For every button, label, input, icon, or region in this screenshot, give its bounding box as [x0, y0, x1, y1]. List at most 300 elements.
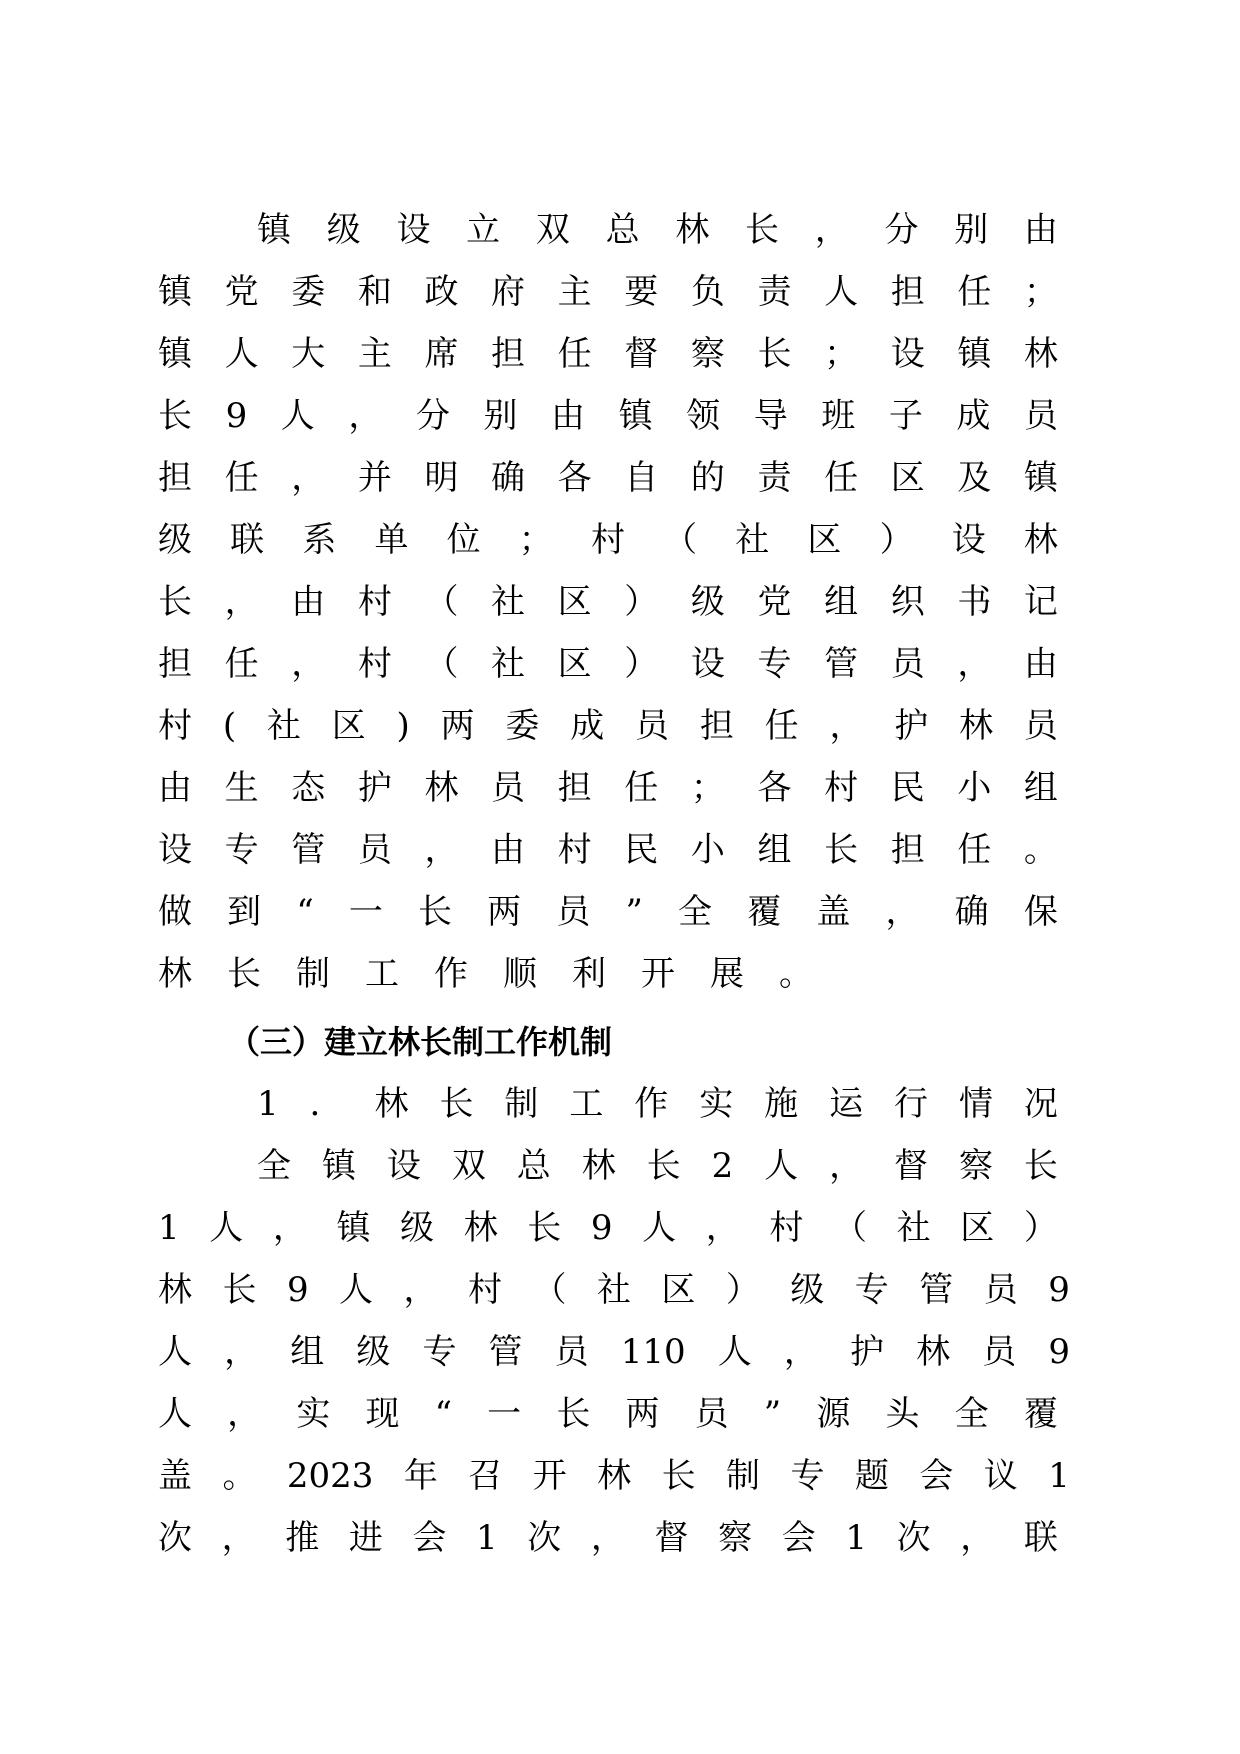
glyph: 镇: [336, 1208, 371, 1248]
glyph: 督: [624, 334, 659, 374]
glyph: 责: [757, 458, 792, 498]
glyph: 担: [699, 706, 734, 746]
paragraph-line: [158, 516, 1058, 564]
glyph: 任: [224, 458, 259, 498]
glyph: ): [396, 706, 410, 746]
glyph: 区: [331, 706, 366, 746]
glyph: ，: [224, 582, 259, 622]
glyph: 担: [557, 768, 592, 808]
glyph: 区: [661, 1270, 696, 1310]
glyph: 任: [224, 644, 259, 684]
glyph: 人: [224, 334, 259, 374]
glyph: 员: [556, 892, 591, 932]
glyph: 各: [757, 768, 792, 808]
paragraph-line: [158, 1266, 1070, 1314]
glyph: 委: [505, 706, 540, 746]
glyph: 镇: [957, 334, 992, 374]
glyph: 9: [1048, 1332, 1070, 1372]
glyph: 两: [625, 1394, 660, 1434]
glyph: 。: [1023, 830, 1058, 870]
glyph: ，: [272, 1208, 307, 1248]
glyph: ，: [960, 1518, 995, 1558]
glyph: 村: [824, 768, 859, 808]
glyph: 管: [824, 644, 859, 684]
glyph: 长: [158, 396, 192, 436]
glyph: 镇: [158, 334, 192, 374]
glyph: 2: [711, 1146, 734, 1186]
glyph: 作: [434, 954, 468, 994]
glyph: 员: [1023, 396, 1058, 436]
glyph: 小: [957, 768, 992, 808]
glyph: ，: [227, 1394, 262, 1434]
glyph: 员: [491, 768, 526, 808]
glyph: 题: [854, 1456, 889, 1496]
glyph: 人: [158, 1332, 192, 1372]
glyph: 联: [1023, 1518, 1058, 1558]
glyph: 自: [624, 458, 659, 498]
glyph: 设: [890, 334, 925, 374]
glyph: ）: [879, 520, 914, 560]
glyph: 长: [661, 1456, 696, 1496]
glyph: 设: [158, 830, 192, 870]
glyph: 林: [597, 1456, 632, 1496]
glyph: 大: [291, 334, 326, 374]
glyph: 态: [291, 768, 326, 808]
glyph: 工: [569, 1084, 604, 1124]
glyph: 长: [646, 1146, 681, 1186]
glyph: 人: [717, 1332, 752, 1372]
glyph: 双: [451, 1146, 486, 1186]
glyph: 林: [916, 1332, 951, 1372]
glyph: 村: [590, 520, 625, 560]
glyph: 利: [572, 954, 606, 994]
glyph: 席: [424, 334, 459, 374]
glyph: 1: [1048, 1456, 1070, 1496]
glyph: 2023: [286, 1456, 374, 1496]
glyph: 任: [957, 272, 992, 312]
glyph: ，: [705, 1208, 740, 1248]
glyph: 级: [400, 1208, 435, 1248]
glyph: ，: [829, 1146, 864, 1186]
glyph: 。: [222, 1456, 257, 1496]
glyph: 由: [158, 768, 192, 808]
glyph: 林: [158, 1270, 192, 1310]
glyph: 进: [348, 1518, 383, 1558]
glyph: 主: [357, 334, 392, 374]
glyph: 村: [357, 582, 392, 622]
glyph: 林: [158, 954, 192, 994]
glyph: ”: [763, 1394, 782, 1434]
glyph: 担: [158, 644, 192, 684]
glyph: 导: [753, 396, 788, 436]
glyph: 级: [790, 1270, 825, 1310]
glyph: 察: [718, 1518, 753, 1558]
glyph: 员: [635, 706, 670, 746]
glyph: 区: [890, 458, 925, 498]
glyph: 府: [491, 272, 526, 312]
glyph: 员: [357, 830, 392, 870]
glyph: 到: [227, 892, 262, 932]
glyph: 开: [641, 954, 675, 994]
glyph: 专: [422, 1332, 457, 1372]
glyph: 长: [439, 1084, 474, 1124]
glyph: 责: [757, 272, 792, 312]
paragraph-line: [158, 640, 1058, 688]
glyph: 察: [690, 334, 725, 374]
glyph: 担: [491, 334, 526, 374]
glyph: 次: [158, 1518, 192, 1558]
glyph: 员: [1023, 706, 1058, 746]
paragraph-line: [158, 268, 1058, 316]
glyph: ．: [309, 1084, 344, 1124]
glyph: 1: [476, 1518, 498, 1558]
glyph: 及: [957, 458, 992, 498]
glyph: 会: [781, 1518, 816, 1558]
glyph: 工: [365, 954, 399, 994]
glyph: 位: [446, 520, 481, 560]
glyph: 覆: [747, 892, 782, 932]
glyph: 全: [678, 892, 713, 932]
glyph: 村: [467, 1270, 502, 1310]
glyph: 护: [357, 768, 392, 808]
glyph: 顺: [503, 954, 537, 994]
glyph: 次: [527, 1518, 562, 1558]
glyph: 镇: [257, 210, 291, 250]
glyph: ；: [518, 520, 553, 560]
glyph: ；: [690, 768, 725, 808]
glyph: 长: [527, 1208, 562, 1248]
glyph: 分: [884, 210, 919, 250]
glyph: ；: [824, 334, 859, 374]
glyph: 系: [302, 520, 337, 560]
glyph: 召: [468, 1456, 503, 1496]
glyph: 开: [532, 1456, 567, 1496]
glyph: 制: [296, 954, 330, 994]
glyph: “: [296, 892, 314, 932]
glyph: 村: [557, 830, 592, 870]
paragraph-line: [158, 454, 1058, 502]
glyph: 管: [291, 830, 326, 870]
glyph: ，: [221, 1518, 256, 1558]
glyph: ，: [829, 706, 864, 746]
glyph: 专: [790, 1456, 825, 1496]
glyph: 人: [339, 1270, 374, 1310]
glyph: ，: [590, 1518, 625, 1558]
glyph: 由: [291, 582, 326, 622]
glyph: 级: [356, 1332, 391, 1372]
subsection-heading: [257, 1080, 1058, 1128]
glyph: 管: [488, 1332, 523, 1372]
glyph: 单: [374, 520, 409, 560]
paragraph-line: [158, 1514, 1058, 1562]
glyph: 任: [764, 706, 799, 746]
glyph: 党: [224, 272, 259, 312]
glyph: 护: [894, 706, 929, 746]
glyph: ，: [403, 1270, 438, 1310]
glyph: 由: [1023, 210, 1058, 250]
glyph: 长: [418, 892, 453, 932]
glyph: 民: [890, 768, 925, 808]
paragraph-line: [158, 1328, 1070, 1376]
glyph: 人: [158, 1394, 192, 1434]
glyph: 9: [590, 1208, 613, 1248]
glyph: ，: [291, 458, 326, 498]
glyph: 会: [919, 1456, 954, 1496]
glyph: 书: [957, 582, 992, 622]
glyph: ，: [957, 644, 992, 684]
glyph: ”: [625, 892, 643, 932]
glyph: 区: [557, 582, 592, 622]
section-heading: （三）建立林长制工作机制: [228, 1023, 613, 1061]
glyph: 任: [957, 830, 992, 870]
glyph: ，: [224, 1332, 259, 1372]
glyph: 级: [158, 520, 192, 560]
paragraph-line: [158, 392, 1058, 440]
glyph: ，: [348, 396, 383, 436]
glyph: 总: [605, 210, 640, 250]
glyph: 林: [1023, 334, 1058, 374]
glyph: 全: [954, 1394, 989, 1434]
glyph: ）: [725, 1270, 760, 1310]
paragraph-line: [257, 206, 1058, 254]
glyph: 任: [624, 768, 659, 808]
glyph: 各: [557, 458, 592, 498]
glyph: 1: [257, 1084, 279, 1124]
glyph: 级: [690, 582, 725, 622]
glyph: 要: [624, 272, 659, 312]
paragraph-line: [158, 578, 1058, 626]
glyph: ，: [814, 210, 849, 250]
glyph: 社: [491, 644, 526, 684]
glyph: 运: [829, 1084, 864, 1124]
glyph: ）: [624, 582, 659, 622]
glyph: 制: [504, 1084, 539, 1124]
glyph: 展: [710, 954, 744, 994]
glyph: 行: [894, 1084, 929, 1124]
glyph: 组: [824, 582, 859, 622]
glyph: 级: [326, 210, 361, 250]
glyph: 小: [690, 830, 725, 870]
glyph: 联: [230, 520, 265, 560]
glyph: 领: [686, 396, 721, 436]
glyph: 担: [890, 272, 925, 312]
glyph: 况: [1023, 1084, 1058, 1124]
glyph: 长: [745, 210, 780, 250]
glyph: 1: [845, 1518, 867, 1558]
glyph: 并: [357, 458, 392, 498]
glyph: （: [832, 1208, 867, 1248]
glyph: 管: [919, 1270, 954, 1310]
glyph: 分: [415, 396, 450, 436]
glyph: （: [424, 582, 459, 622]
glyph: 组: [1023, 768, 1058, 808]
glyph: 镇: [158, 272, 192, 312]
glyph: 。: [779, 954, 813, 994]
glyph: 子: [888, 396, 923, 436]
paragraph-line: [158, 1452, 1070, 1500]
glyph: 总: [516, 1146, 551, 1186]
paragraph-line: [158, 888, 1058, 936]
glyph: 组: [290, 1332, 325, 1372]
paragraph-line: [158, 330, 1058, 378]
glyph: 专: [757, 644, 792, 684]
glyph: 专: [224, 830, 259, 870]
paragraph-line: [158, 826, 1058, 874]
paragraph-line: [158, 950, 1058, 998]
glyph: 作: [634, 1084, 669, 1124]
glyph: 镇: [1023, 458, 1058, 498]
glyph: 成: [956, 396, 991, 436]
glyph: 社: [266, 706, 301, 746]
glyph: 任: [824, 458, 859, 498]
glyph: 班: [821, 396, 856, 436]
glyph: 情: [958, 1084, 993, 1124]
glyph: （: [424, 644, 459, 684]
glyph: 9: [1048, 1270, 1070, 1310]
glyph: 两: [487, 892, 522, 932]
glyph: 会: [412, 1518, 447, 1558]
glyph: 盖: [158, 1456, 192, 1496]
glyph: 制: [726, 1456, 761, 1496]
glyph: 担: [158, 458, 192, 498]
glyph: 社: [491, 582, 526, 622]
glyph: 双: [535, 210, 570, 250]
glyph: 做: [158, 892, 192, 932]
glyph: 一: [348, 892, 383, 932]
glyph: 社: [735, 520, 770, 560]
glyph: 党: [757, 582, 792, 622]
glyph: 人: [824, 272, 859, 312]
glyph: 长: [222, 1270, 257, 1310]
glyph: 由: [551, 396, 586, 436]
glyph: 村: [769, 1208, 804, 1248]
glyph: 的: [690, 458, 725, 498]
glyph: 由: [1023, 644, 1058, 684]
glyph: 林: [463, 1208, 498, 1248]
glyph: ；: [1023, 272, 1058, 312]
glyph: ）: [624, 644, 659, 684]
paragraph-line: [158, 764, 1058, 812]
glyph: 议: [983, 1456, 1018, 1496]
glyph: 长: [556, 1394, 591, 1434]
glyph: 确: [954, 892, 989, 932]
glyph: 长: [1023, 1146, 1058, 1186]
glyph: 别: [483, 396, 518, 436]
glyph: （: [663, 520, 698, 560]
glyph: 林: [675, 210, 710, 250]
glyph: 护: [850, 1332, 884, 1372]
paragraph-line: [158, 1204, 1058, 1252]
glyph: 员: [890, 644, 925, 684]
glyph: 生: [224, 768, 259, 808]
glyph: 人: [642, 1208, 677, 1248]
glyph: 镇: [321, 1146, 356, 1186]
glyph: 督: [894, 1146, 929, 1186]
glyph: 人: [764, 1146, 799, 1186]
glyph: 林: [581, 1146, 616, 1186]
glyph: 长: [158, 582, 192, 622]
glyph: 村: [357, 644, 392, 684]
glyph: 1: [158, 1208, 180, 1248]
glyph: 全: [257, 1146, 291, 1186]
glyph: 民: [624, 830, 659, 870]
glyph: 组: [757, 830, 792, 870]
glyph: 盖: [816, 892, 851, 932]
glyph: ，: [424, 830, 459, 870]
glyph: 林: [374, 1084, 409, 1124]
glyph: 林: [959, 706, 994, 746]
glyph: 担: [890, 830, 925, 870]
glyph: 主: [557, 272, 592, 312]
paragraph-line: [158, 702, 1058, 750]
glyph: 设: [396, 210, 431, 250]
glyph: 社: [596, 1270, 631, 1310]
glyph: 和: [357, 272, 392, 312]
glyph: 明: [424, 458, 459, 498]
glyph: ）: [1023, 1208, 1058, 1248]
glyph: 次: [896, 1518, 931, 1558]
glyph: 负: [690, 272, 725, 312]
glyph: (: [222, 706, 237, 746]
glyph: 现: [365, 1394, 400, 1434]
glyph: 覆: [1023, 1394, 1058, 1434]
glyph: 织: [890, 582, 925, 622]
glyph: 年: [403, 1456, 438, 1496]
glyph: 立: [466, 210, 501, 250]
glyph: 督: [654, 1518, 689, 1558]
glyph: 区: [557, 644, 592, 684]
glyph: 员: [694, 1394, 729, 1434]
glyph: 实: [699, 1084, 734, 1124]
glyph: 110: [620, 1332, 686, 1372]
glyph: （: [532, 1270, 567, 1310]
glyph: ，: [885, 892, 920, 932]
glyph: 两: [440, 706, 475, 746]
glyph: 实: [296, 1394, 331, 1434]
glyph: 别: [954, 210, 989, 250]
glyph: 长: [227, 954, 261, 994]
paragraph-line: [158, 1390, 1058, 1438]
glyph: ，: [783, 1332, 818, 1372]
glyph: 确: [491, 458, 526, 498]
glyph: 人: [280, 396, 315, 436]
glyph: 政: [424, 272, 459, 312]
glyph: 由: [491, 830, 526, 870]
glyph: 察: [958, 1146, 993, 1186]
glyph: 成: [570, 706, 605, 746]
glyph: 源: [816, 1394, 851, 1434]
glyph: 员: [983, 1270, 1018, 1310]
glyph: 设: [951, 520, 986, 560]
glyph: “: [434, 1394, 453, 1434]
glyph: 人: [209, 1208, 244, 1248]
glyph: 施: [764, 1084, 799, 1124]
glyph: 9: [286, 1270, 309, 1310]
glyph: 委: [291, 272, 326, 312]
glyph: 长: [757, 334, 792, 374]
glyph: 长: [824, 830, 859, 870]
glyph: 区: [807, 520, 842, 560]
glyph: 记: [1023, 582, 1058, 622]
glyph: 林: [1023, 520, 1058, 560]
glyph: 镇: [618, 396, 653, 436]
glyph: 一: [487, 1394, 522, 1434]
paragraph-line: [257, 1142, 1058, 1190]
glyph: 保: [1023, 892, 1058, 932]
glyph: 专: [854, 1270, 889, 1310]
glyph: 9: [225, 396, 248, 436]
glyph: 员: [982, 1332, 1017, 1372]
